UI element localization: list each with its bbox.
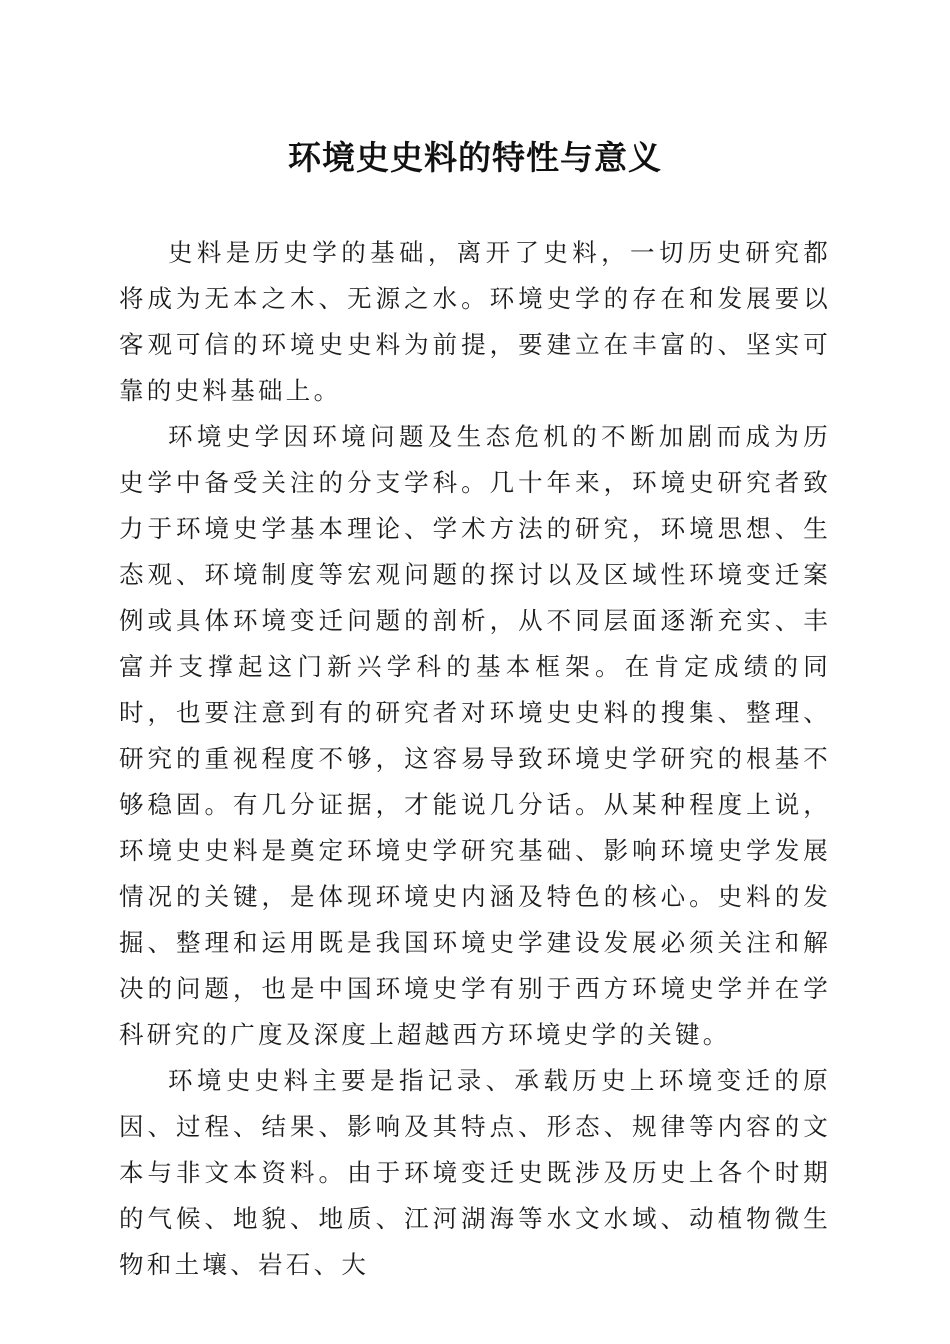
paragraph-3: 环境史史料主要是指记录、承载历史上环境变迁的原因、过程、结果、影响及其特点、形态、规律等内容的文本与非文本资料。由于环境变迁史既涉及历史上各个时期的气候、地貌、地质、江河湖海等水文水域、动植物微生物和土壤、岩石、大 (119, 1066, 831, 1279)
paragraph-1: 史料是历史学的基础，离开了史料，一切历史研究都将成为无本之木、无源之水。环境史学的存在和发展要以客观可信的环境史史料为前提，要建立在丰富的、坚实可靠的史料基础上。 (119, 238, 831, 405)
paragraph-2: 环境史学因环境问题及生态危机的不断加剧而成为历史学中备受关注的分支学科。几十年来，环境史研究者致力于环境史学基本理论、学术方法的研究，环境思想、生态观、环境制度等宏观问题的探讨以及区域性环境变迁案例或具体环境变迁问题的剖析，从不同层面逐渐充实、丰富并支撑起这门新兴学科的基本框架。在肯定成绩的同时，也要注意到有的研究者对环境史史料的搜集、整理、研究的重视程度不够，这容易导致环境史学研究的根基不够稳固。有几分证据，才能说几分话。从某种程度上说，环境史史料是奠定环境史学研究基础、影响环境史学发展情况的关键，是体现环境史内涵及特色的核心。史料的发掘、整理和运用既是我国环境史学建设发展必须关注和解决的问题，也是中国环境史学有别于西方环境史学并在学科研究的广度及深度上超越西方环境史学的关键。 (119, 422, 831, 1049)
article-body (119, 230, 831, 1288)
page-title: 环境史史料的特性与意义 (288, 138, 662, 177)
